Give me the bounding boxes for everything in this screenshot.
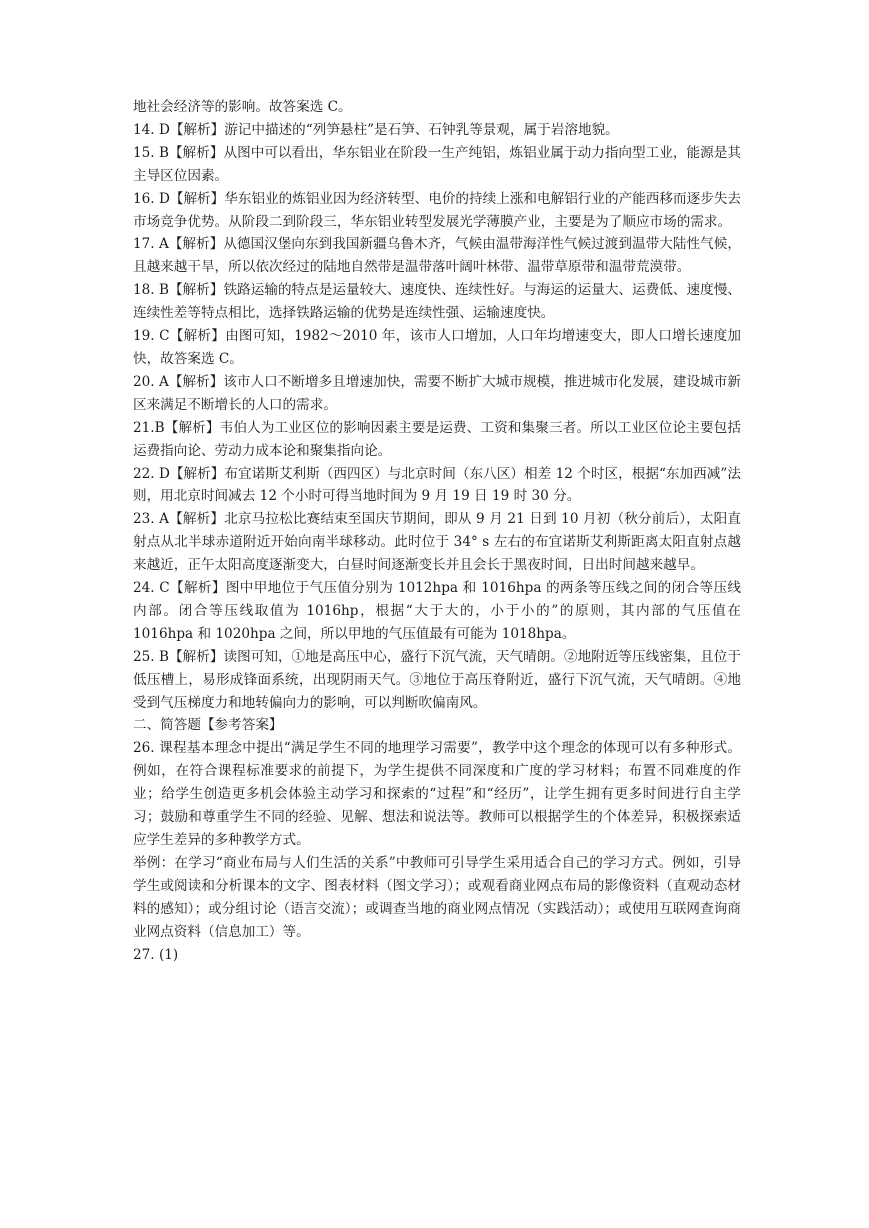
answer-14: 14. D【解析】游记中描述的“列笋悬柱”是石笋、石钟乳等景观，属于岩溶地貌。	[133, 121, 619, 138]
answer-20: 20. A【解析】该市人口不断增多且增速加快，需要不断扩大城市规模，推进城市化发展，建设城市新区来满足不断增长的人口的需求。	[133, 373, 741, 413]
answer-16: 16. D【解析】华东铝业的炼铝业因为经济转型、电价的持续上涨和电解铝行业的产能西移而逐步失去市场竞争优势。从阶段二到阶段三，华东铝业转型发展光学薄膜产业，主要是为了顺应市场的需求。	[133, 190, 741, 230]
answer-document	[133, 96, 741, 966]
answer-26: 26. 课程基本理念中提出“满足学生不同的地理学习需要”，教学中这个理念的体现可以有多种形式。例如，在符合课程标准要求的前提下，为学生提供不同深度和广度的学习材料；布置不同难度的作业；给学生创造更多机会体验主动学习和探索的“过程”和“经历”，让学生拥有更多时间进行自主学习；鼓励和尊重学生不同的经验、见解、想法和说法等。教师可以根据学生的个体差异，积极探索适应学生差异的多种教学方式。	[133, 740, 741, 848]
answer-18: 18. B【解析】铁路运输的特点是运量较大、速度快、连续性好。与海运的运量大、运费低、速度慢、连续性差等特点相比，选择铁路运输的优势是连续性强、运输速度快。	[133, 282, 741, 322]
answer-15: 15. B【解析】从图中可以看出，华东铝业在阶段一生产纯铝，炼铝业属于动力指向型工业，能源是其主导区位因素。	[133, 144, 741, 184]
answer-27: 27. (1)	[133, 946, 179, 963]
paragraph-continuation: 地社会经济等的影响。故答案选 C。	[133, 99, 352, 115]
answer-25: 25. B【解析】读图可知，①地是高压中心，盛行下沉气流，天气晴朗。②地附近等压线密集，且位于低压槽上，易形成锋面系统，出现阴雨天气。③地位于高压脊附近，盛行下沉气流，天气晴朗。④地受到气压梯度力和地转偏向力的影响，可以判断吹偏南风。	[133, 648, 741, 711]
answer-26-example: 举例：在学习“商业布局与人们生活的关系”中教师可引导学生采用适合自己的学习方式。例如，引导学生或阅读和分析课本的文字、图表材料（图文学习）；或观看商业网点布局的影像资料（直观动态材料的感知）；或分组讨论（语言交流）；或调查当地的商业网点情况（实践活动）；或使用互联网查询商业网点资料（信息加工）等。	[133, 854, 741, 940]
answer-22: 22. D【解析】布宜诺斯艾利斯（西四区）与北京时间（东八区）相差 12 个时区，根据“东加西减”法则，用北京时间减去 12 个小时可得当地时间为 9 月 19 日 19 时 30 分。	[133, 465, 741, 505]
answer-19: 19. C【解析】由图可知，1982～2010 年，该市人口增加，人口年均增速变大，即人口增长速度加快，故答案选 C。	[133, 328, 741, 367]
answer-21: 21.B【解析】韦伯人为工业区位的影响因素主要是运费、工资和集聚三者。所以工业区位论主要包括运费指向论、劳动力成本论和聚集指向论。	[133, 419, 741, 459]
section-heading: 二、简答题【参考答案】	[133, 717, 283, 734]
answer-23: 23. A【解析】北京马拉松比赛结束至国庆节期间，即从 9 月 21 日到 10 月初（秋分前后），太阳直射点从北半球赤道附近开始向南半球移动。此时位于 34° s 左右的布宜诺斯艾利斯距离太阳直射点越来越近，正午太阳高度逐渐变大，白昼时间逐渐变长并且会长于黑夜时间，日出时间越来越早。	[133, 511, 741, 574]
answer-17: 17. A【解析】从德国汉堡向东到我国新疆乌鲁木齐，气候由温带海洋性气候过渡到温带大陆性气候，且越来越干旱，所以依次经过的陆地自然带是温带落叶阔叶林带、温带草原带和温带荒漠带。	[133, 236, 741, 276]
answer-24: 24. C【解析】图中甲地位于气压值分别为 1012hpa 和 1016hpa 的两条等压线之间的闭合等压线内部。闭合等压线取值为 1016hp，根据“大于大的，小于小的”的原则，其内部的气压值在 1016hpa 和 1020hpa 之间，所以甲地的气压值最有可能为 1018hpa。	[133, 580, 741, 642]
